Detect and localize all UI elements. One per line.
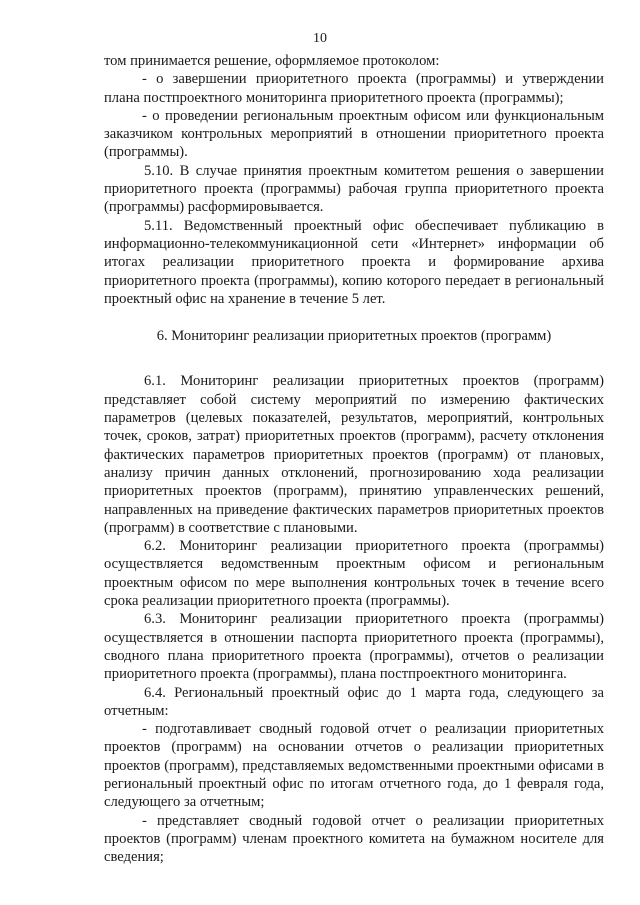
paragraph-6-1: 6.1. Мониторинг реализации приоритетных проектов (программ) представляет собой систему мероприятий по измерению фактических параметров (целевых показателей, результатов, мероприятий, контрольных точек, сроков, затрат) приоритетных проектов (программ), расчету отклонения фактических параметров приоритетных проектов (программ) от плановых, анализу причин данных отклонений, прогнозированию хода реализации приоритетных проектов (программ), принятию управленческих решений, направленных на приведение фактических параметров приоритетных проектов (программ) в соответствие с плановыми. [104, 373, 604, 536]
list-item-present-report: - представляет сводный годовой отчет о реализации приоритетных проектов (программ) членам проектного комитета на бумажном носителе для сведения; [104, 812, 604, 866]
page-number: 10 [313, 31, 327, 46]
list-item-control-measures: - о проведении региональным проектным офисом или функциональным заказчиком контрольных мероприятий в отношении приоритетного проекта (программы). [104, 107, 604, 161]
list-item-prepare-report: - подготавливает сводный годовой отчет о реализации приоритетных проектов (программ) на основании отчетов о реализации приоритетных проектов (программ), представляемых ведомственными проектными офисами в региональный проектный офис по итогам отчетного года, до 1 февраля года, следующего за отчетным; [104, 721, 604, 811]
document-body [104, 52, 604, 866]
section-heading: 6. Мониторинг реализации приоритетных проектов (программ) [156, 328, 552, 345]
paragraph-6-2: 6.2. Мониторинг реализации приоритетного проекта (программы) осуществляется ведомственным проектным офисом и региональным проектным офисом по мере выполнения контрольных точек в течение всего срока реализации приоритетного проекта (программы). [104, 538, 604, 610]
paragraph-6-3: 6.3. Мониторинг реализации приоритетного проекта (программы) осуществляется в отношении паспорта приоритетного проекта (программы), сводного плана приоритетного проекта (программы), отчетов о реализации приоритетного проекта (программы), плана постпроектного мониторинга. [104, 611, 604, 683]
paragraph-5-10: 5.10. В случае принятия проектным комитетом решения о завершении приоритетного проекта (программы) рабочая группа приоритетного проекта (программы) расформировывается. [104, 162, 604, 216]
list-item-completion: - о завершении приоритетного проекта (программы) и утверждении плана постпроектного мониторинга приоритетного проекта (программы); [104, 71, 604, 106]
paragraph-continuation: том принимается решение, оформляемое протоколом: [104, 53, 440, 69]
paragraph-6-4: 6.4. Региональный проектный офис до 1 марта года, следующего за отчетным: [104, 684, 604, 719]
paragraph-5-11: 5.11. Ведомственный проектный офис обеспечивает публикацию в информационно-телекоммуникационной сети «Интернет» информации об итогах реализации приоритетного проекта и формирование архива приоритетного проекта (программы), копию которого передает в региональный проектный офис на хранение в течение 5 лет. [104, 217, 604, 307]
